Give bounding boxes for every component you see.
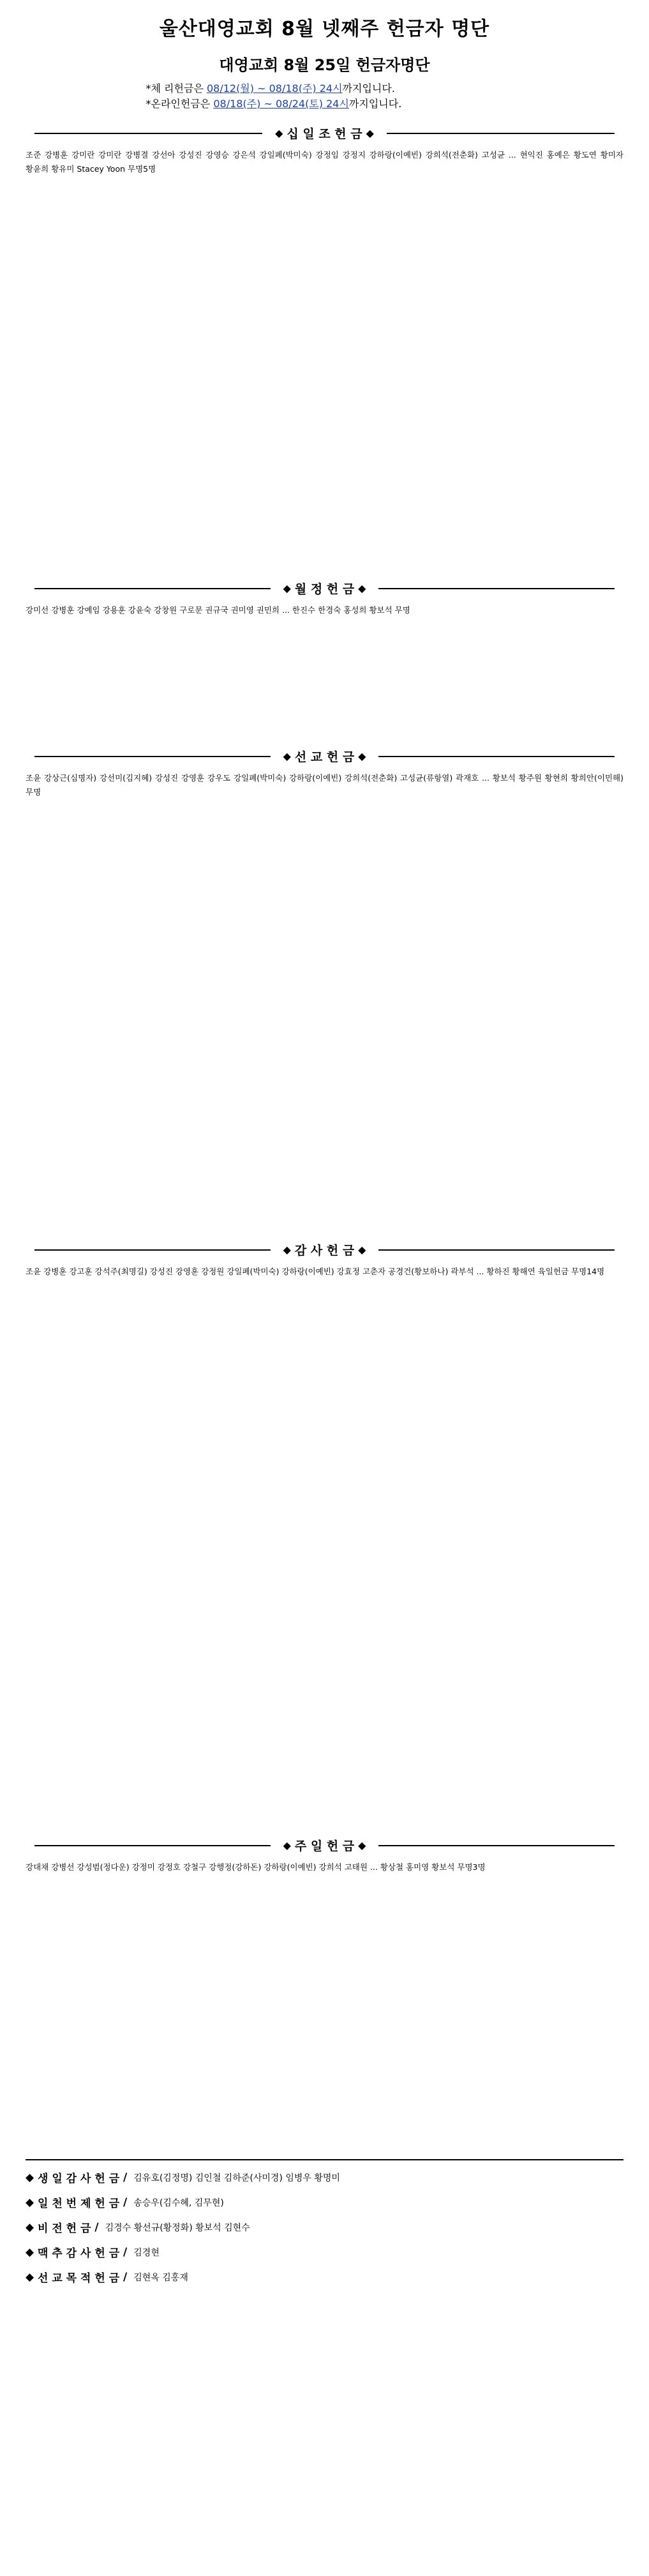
diamond-icon: ◆ <box>26 2220 38 2234</box>
section-header <box>26 1241 623 1258</box>
section-title: 주 일 헌 금 <box>294 1839 355 1853</box>
section-title: 선 교 헌 금 <box>294 750 355 764</box>
bottom-row: ◆ 맥 추 감 사 헌 금 / 김경현 <box>26 2244 623 2260</box>
bottom-row: ◆ 선 교 목 적 헌 금 / 김현옥 김홍재 <box>26 2269 623 2285</box>
bottom-row: ◆ 생 일 감 사 헌 금 / 김유호(김정명) 김인철 김하준(사미경) 임병우 황명미 <box>26 2169 623 2185</box>
name-list: 강미선 강병훈 강예임 강용훈 강윤숙 강창원 구로문 권규국 권미영 권민희 ... 한진수 한경숙 홍성희 황보석 무명 <box>26 605 410 615</box>
note-line <box>146 96 504 112</box>
diamond-icon: ◆ <box>26 2171 38 2184</box>
divider <box>34 1845 271 1846</box>
row-label: 비 전 헌 금 <box>38 2222 91 2235</box>
bottom-sections <box>26 2169 623 2285</box>
bottom-row: ◆ 비 전 헌 금 / 김경수 황선규(황정화) 황보석 김현수 <box>26 2219 623 2235</box>
notes <box>146 81 504 112</box>
divider <box>378 1845 615 1846</box>
row-value: 김유호(김정명) 김인철 김하준(사미경) 임병우 황명미 <box>133 2173 340 2183</box>
section-title: 감 사 헌 금 <box>294 1244 355 1258</box>
diamond-icon: ◆ <box>26 2270 38 2284</box>
note-suffix: 까지입니다. <box>342 82 395 94</box>
page-title: 울산대영교회 8월 넷째주 헌금자 명단 <box>159 18 490 40</box>
diamond-icon: ◆ <box>283 1244 291 1256</box>
row-label: 맥 추 감 사 헌 금 <box>38 2247 120 2260</box>
divider <box>34 756 271 757</box>
row-label: 생 일 감 사 헌 금 <box>38 2173 120 2185</box>
diamond-icon: ◆ <box>358 582 366 594</box>
diamond-icon: ◆ <box>283 750 291 762</box>
divider <box>378 1249 615 1251</box>
diamond-icon: ◆ <box>358 1244 366 1256</box>
row-label: 선 교 목 적 헌 금 <box>38 2272 120 2285</box>
diamond-icon: ◆ <box>283 582 291 594</box>
section-header <box>26 1837 623 1854</box>
note-line <box>146 81 504 96</box>
diamond-icon: ◆ <box>366 127 374 139</box>
section-header <box>26 748 623 765</box>
divider <box>34 133 262 134</box>
row-value: 송승우(김수혜, 김무현) <box>133 2197 224 2208</box>
divider <box>34 1249 271 1251</box>
section-header <box>26 124 623 142</box>
bottom-row: ◆ 일 천 번 제 헌 금 / 송승우(김수혜, 김무현) <box>26 2194 623 2210</box>
section-tithe <box>26 124 623 569</box>
name-list: 조윤 강상근(심명자) 강선미(김지혜) 강성진 강영훈 강우도 강일폐(박미숙) 강하랑(이예빈) 강희석(전춘화) 고성균(류항열) 곽재호 ... 황보석 황주원 황현희 황희안(이민해) 무명 <box>26 773 623 797</box>
row-value: 김경수 황선규(황정화) 황보석 김현수 <box>105 2222 250 2233</box>
name-list: 조윤 강병훈 강고훈 강석주(최명길) 강성진 강영훈 강정원 강일폐(박미숙) 강하랑(이예빈) 강효정 고춘자 공경건(황보하나) 곽부석 ... 황하진 황해연 육일헌금 무명14명 <box>26 1267 605 1276</box>
section-mission <box>26 748 623 1231</box>
note-prefix: *온라인헌금은 <box>145 98 214 110</box>
diamond-icon: ◆ <box>358 1839 366 1851</box>
name-list: 강대채 강병선 강성범(정다운) 강정미 강정호 강철구 강행정(강하돈) 강하랑(이예빈) 강희석 고태원 ... 황상철 홍미영 황보석 무명3명 <box>26 1862 486 1872</box>
diamond-icon: ◆ <box>26 2245 38 2259</box>
row-value: 김현옥 김홍재 <box>133 2272 188 2283</box>
divider <box>34 588 271 589</box>
section-header <box>26 580 623 597</box>
divider <box>378 588 615 589</box>
row-value: 김경현 <box>133 2247 160 2258</box>
section-thanks <box>26 1241 623 1827</box>
section-title: 십 일 조 헌 금 <box>287 127 362 141</box>
diamond-icon: ◆ <box>275 127 283 139</box>
note-suffix: 까지입니다. <box>348 98 402 110</box>
diamond-icon: ◆ <box>283 1839 291 1851</box>
section-monthly <box>26 580 623 737</box>
divider <box>378 756 615 757</box>
diamond-icon: ◆ <box>26 2196 38 2209</box>
page-subtitle: 대영교회 8월 25일 헌금자명단 <box>219 56 430 74</box>
note-period: 08/18(주) ~ 08/24(토) 24시 <box>213 98 349 110</box>
diamond-icon: ◆ <box>358 750 366 762</box>
name-list: 조준 강병훈 강미란 강미란 강병결 강선아 강성진 강영승 강은석 강일폐(박미숙) 강정임 강정지 강하랑(이예빈) 강희석(전춘화) 고성균 ... 현익진 홍예은 황도연 황미자 황윤희 황유미 Stacey Yoon 무명5명 <box>26 150 623 174</box>
section-title: 월 정 헌 금 <box>294 582 355 596</box>
divider <box>387 133 615 134</box>
section-sunday <box>26 1837 623 2154</box>
note-prefix: *체 리헌금은 <box>145 82 207 94</box>
row-label: 일 천 번 제 헌 금 <box>38 2197 120 2210</box>
note-period: 08/12(월) ~ 08/18(주) 24시 <box>206 82 343 94</box>
divider <box>26 2159 623 2160</box>
